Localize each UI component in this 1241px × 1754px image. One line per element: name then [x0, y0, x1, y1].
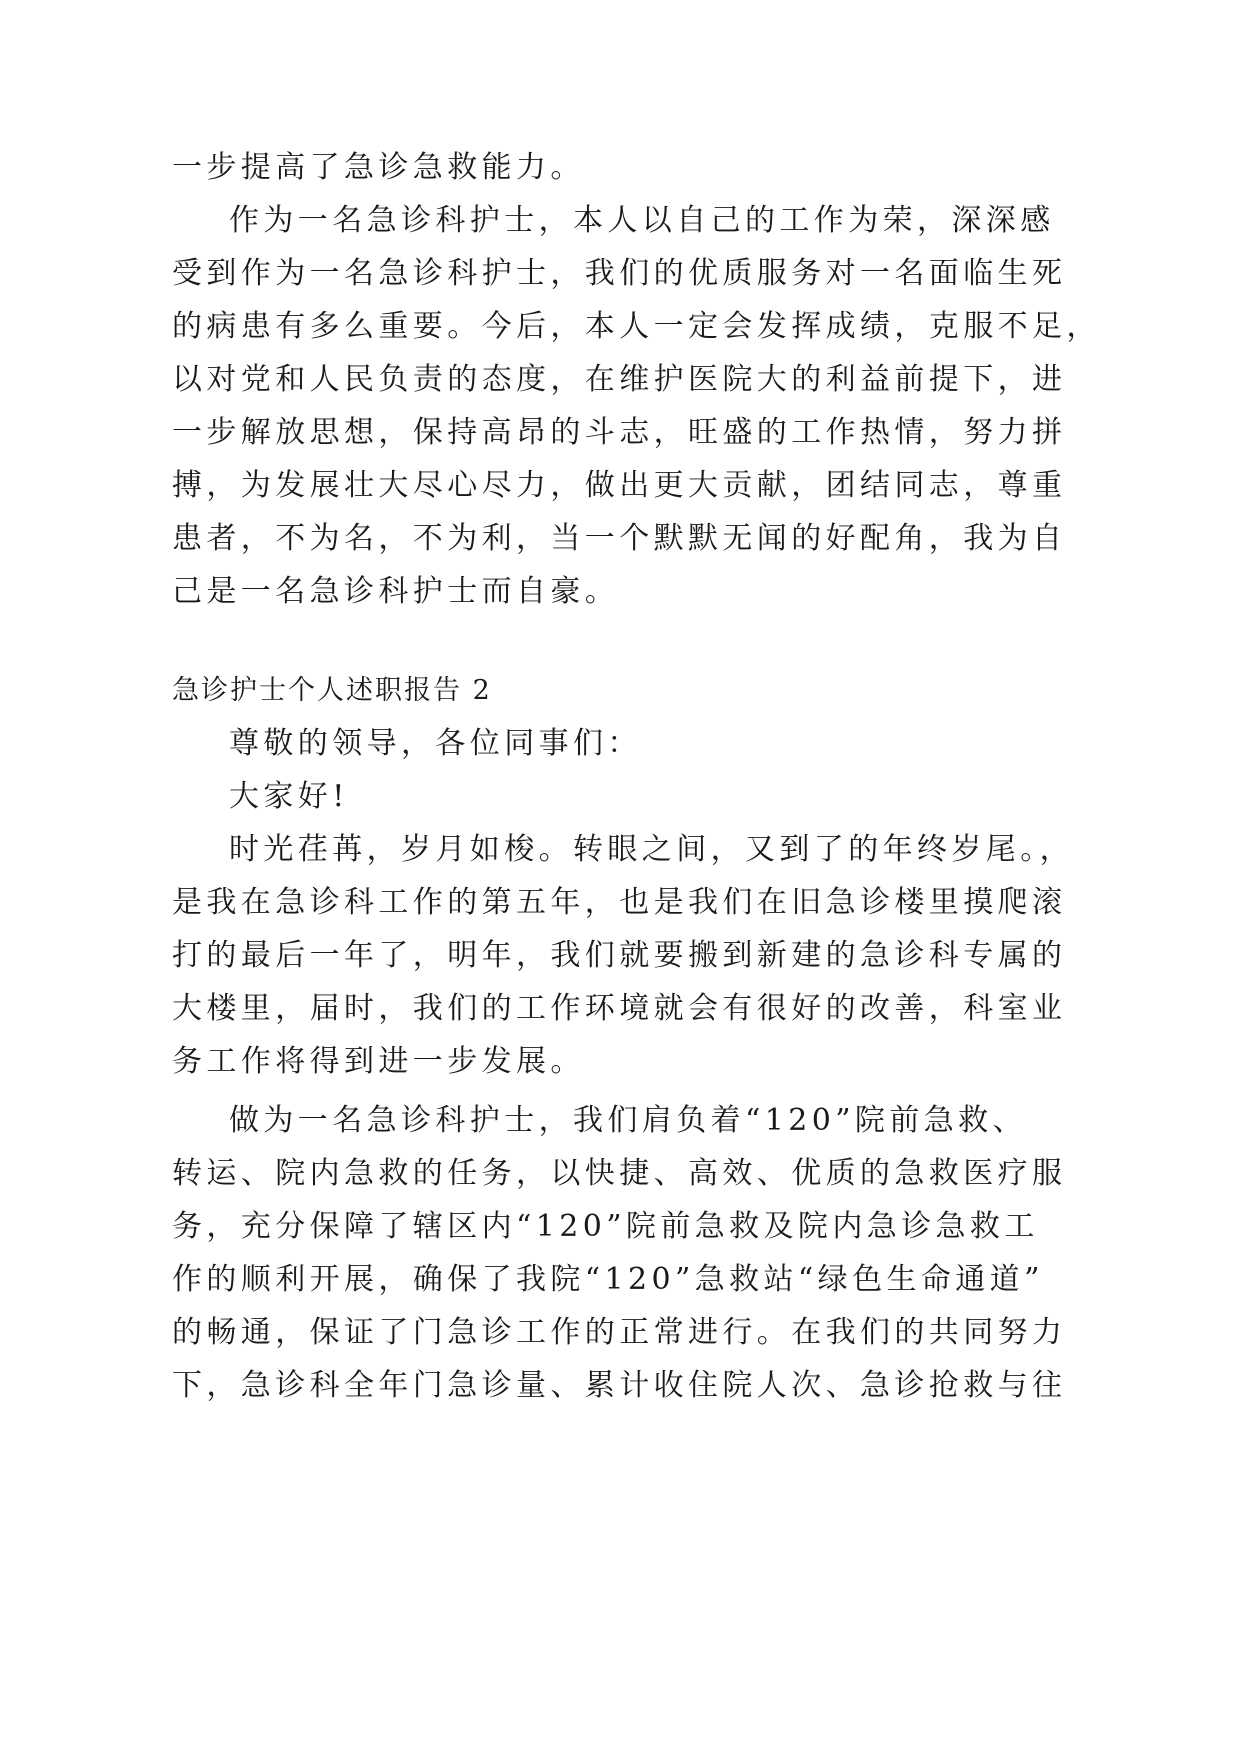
- paragraph-line: 下，急诊科全年门急诊量、累计收住院人次、急诊抢救与往: [172, 1368, 1067, 1403]
- paragraph-line: 转运、院内急救的任务，以快捷、高效、优质的急救医疗服: [172, 1156, 1067, 1191]
- paragraph-line: 务，充分保障了辖区内“120”院前急救及院内急诊急救工: [172, 1209, 1039, 1244]
- paragraph-line: 一步提高了急诊急救能力。: [172, 150, 585, 185]
- paragraph-line: 大楼里，届时，我们的工作环境就会有很好的改善，科室业: [172, 991, 1067, 1026]
- paragraph-line: 时光荏苒，岁月如梭。转眼之间，又到了的年终岁尾。，: [229, 832, 1074, 867]
- paragraph-line: 一步解放思想，保持高昂的斗志，旺盛的工作热情，努力拼: [172, 415, 1067, 450]
- paragraph-line: 搏，为发展壮大尽心尽力，做出更大贡献，团结同志，尊重: [172, 468, 1067, 503]
- paragraph-line: 以对党和人民负责的态度，在维护医院大的利益前提下，进: [172, 362, 1067, 397]
- salutation: 尊敬的领导，各位同事们：: [229, 726, 642, 761]
- section-title: 急诊护士个人述职报告 2: [172, 675, 492, 706]
- paragraph-line: 的畅通，保证了门急诊工作的正常进行。在我们的共同努力: [172, 1315, 1067, 1350]
- greeting: 大家好!: [229, 779, 349, 814]
- paragraph-line: 务工作将得到进一步发展。: [172, 1044, 585, 1079]
- paragraph-line: 的病患有多么重要。今后，本人一定会发挥成绩，克服不足，: [172, 309, 1101, 344]
- paragraph-line: 作的顺利开展，确保了我院“120”急救站“绿色生命通道”: [172, 1262, 1044, 1297]
- paragraph-line: 做为一名急诊科护士，我们肩负着“120”院前急救、: [229, 1103, 1027, 1138]
- paragraph-line: 打的最后一年了，明年，我们就要搬到新建的急诊科专属的: [172, 938, 1067, 973]
- paragraph-line: 患者，不为名，不为利，当一个默默无闻的好配角，我为自: [172, 521, 1067, 556]
- paragraph-line: 是我在急诊科工作的第五年，也是我们在旧急诊楼里摸爬滚: [172, 885, 1067, 920]
- paragraph-line: 作为一名急诊科护士，本人以自己的工作为荣，深深感: [229, 203, 1055, 238]
- paragraph-line: 己是一名急诊科护士而自豪。: [172, 574, 620, 609]
- paragraph-line: 受到作为一名急诊科护士，我们的优质服务对一名面临生死: [172, 256, 1067, 291]
